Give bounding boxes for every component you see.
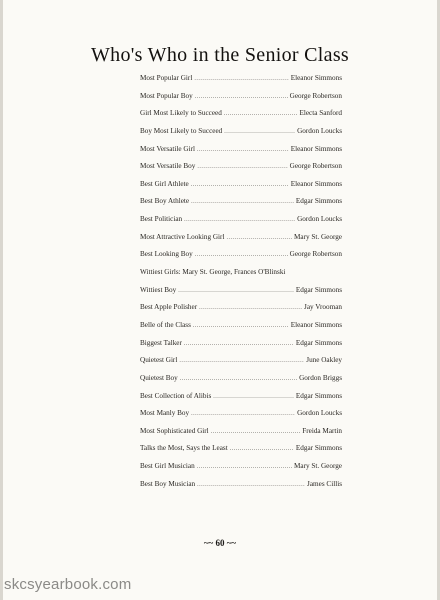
entry-category: Best Collection of Alibis xyxy=(140,391,212,400)
list-item xyxy=(140,352,342,370)
entry-category: Most Versatile Boy xyxy=(140,162,196,171)
dot-leader xyxy=(211,424,301,442)
entry-category: Most Popular Boy xyxy=(140,91,193,100)
entry-name: George Robertson xyxy=(289,162,342,171)
entry-category: Best Looking Boy xyxy=(140,250,193,259)
dot-leader xyxy=(179,353,304,371)
dot-leader xyxy=(197,459,292,477)
entry-category: Best Girl Athlete xyxy=(140,179,189,188)
entry-name: Electa Sanford xyxy=(299,109,342,118)
entry-name: Eleanor Simmons xyxy=(290,320,342,329)
entry-category: Most Sophisticated Girl xyxy=(140,426,209,435)
entry-category: Boy Most Likely to Succeed xyxy=(140,126,223,135)
entry-name: Gordon Loucks xyxy=(297,126,342,135)
entry-name: Edgar Simmons xyxy=(295,391,342,400)
list-item xyxy=(140,335,342,353)
entry-name: George Robertson xyxy=(289,250,342,259)
dot-leader xyxy=(197,142,289,160)
entry-category: Most Popular Girl xyxy=(140,74,193,82)
entry-category: Talks the Most, Says the Least xyxy=(140,444,228,453)
entry-category: Best Apple Polisher xyxy=(140,303,198,312)
dot-leader xyxy=(178,283,294,301)
dot-leader xyxy=(226,230,292,248)
list-item xyxy=(140,176,342,194)
list-item xyxy=(140,264,342,282)
dot-leader xyxy=(184,336,294,354)
entry-name: Edgar Simmons xyxy=(295,285,342,294)
dot-leader xyxy=(199,300,302,318)
entry-name: Edgar Simmons xyxy=(295,197,342,206)
entry-name: Mary St. George xyxy=(294,462,342,471)
list-item xyxy=(140,88,342,106)
dot-leader xyxy=(191,194,294,212)
dot-leader xyxy=(194,71,288,89)
page-edge-left xyxy=(0,0,3,600)
entry-category: Belle of the Class xyxy=(140,320,191,329)
list-item xyxy=(140,388,342,406)
list-item xyxy=(140,458,342,476)
list-item xyxy=(140,440,342,458)
dot-leader xyxy=(191,177,289,195)
page-number: ~~ 60 ~~ xyxy=(203,538,237,548)
list-item xyxy=(140,299,342,317)
list-item xyxy=(140,229,342,247)
site-watermark: skcsyearbook.com xyxy=(4,576,132,593)
list-item xyxy=(140,123,342,141)
entry-name: Gordon Briggs xyxy=(299,373,342,382)
page-title: Who's Who in the Senior Class xyxy=(90,44,350,66)
dot-leader xyxy=(197,477,305,495)
entry-name: June Oakley xyxy=(306,356,342,365)
list-item xyxy=(140,105,342,123)
dot-leader xyxy=(191,406,295,424)
entry-name: Eleanor Simmons xyxy=(290,144,342,153)
entry-name: Jay Vrooman xyxy=(304,303,342,312)
entry-category: Best Boy Musician xyxy=(140,479,196,488)
list-item xyxy=(140,476,342,494)
entry-name: Mary St. George xyxy=(294,232,342,241)
entry-category: Most Manly Boy xyxy=(140,409,190,418)
entry-category: Wittiest Boy xyxy=(140,285,177,294)
dot-leader xyxy=(180,371,297,389)
dot-leader xyxy=(197,159,287,177)
dot-leader xyxy=(224,124,295,142)
dot-leader xyxy=(195,247,288,265)
dot-leader xyxy=(224,106,298,124)
dot-leader xyxy=(195,89,288,107)
entry-name: Gordon Loucks xyxy=(297,409,342,418)
entry-category: Best Politician xyxy=(140,215,183,224)
entry-name: Eleanor Simmons xyxy=(290,179,342,188)
entry-name: George Robertson xyxy=(289,91,342,100)
superlatives-list xyxy=(140,70,342,493)
entry-category: Most Versatile Girl xyxy=(140,144,195,153)
entry-name: Edgar Simmons xyxy=(295,444,342,453)
list-item xyxy=(140,370,342,388)
dot-leader xyxy=(213,389,294,407)
entry-category: Quietest Girl xyxy=(140,356,178,365)
entry-name: Eleanor Simmons xyxy=(290,74,342,82)
list-item xyxy=(140,423,342,441)
list-item xyxy=(140,70,342,88)
entry-category: Quietest Boy xyxy=(140,373,178,382)
entry-category: Girl Most Likely to Succeed xyxy=(140,109,222,118)
entry-name: Edgar Simmons xyxy=(295,338,342,347)
entry-name: Freida Martin xyxy=(302,426,342,435)
entry-name: Gordon Loucks xyxy=(297,215,342,224)
list-item xyxy=(140,211,342,229)
list-item xyxy=(140,282,342,300)
list-item xyxy=(140,193,342,211)
dot-leader xyxy=(193,318,289,336)
list-item xyxy=(140,317,342,335)
entry-category: Biggest Talker xyxy=(140,338,182,347)
entry-name: James Cillis xyxy=(307,479,342,488)
list-item xyxy=(140,405,342,423)
list-item xyxy=(140,158,342,176)
entry-category: Best Boy Athlete xyxy=(140,197,190,206)
entry-text: Wittiest Girls: Mary St. George, Frances O'Blinski xyxy=(140,268,286,277)
entry-category: Best Girl Musician xyxy=(140,462,195,471)
dot-leader xyxy=(184,212,295,230)
list-item xyxy=(140,141,342,159)
list-item xyxy=(140,246,342,264)
dot-leader xyxy=(230,441,294,459)
entry-category: Most Attractive Looking Girl xyxy=(140,232,225,241)
